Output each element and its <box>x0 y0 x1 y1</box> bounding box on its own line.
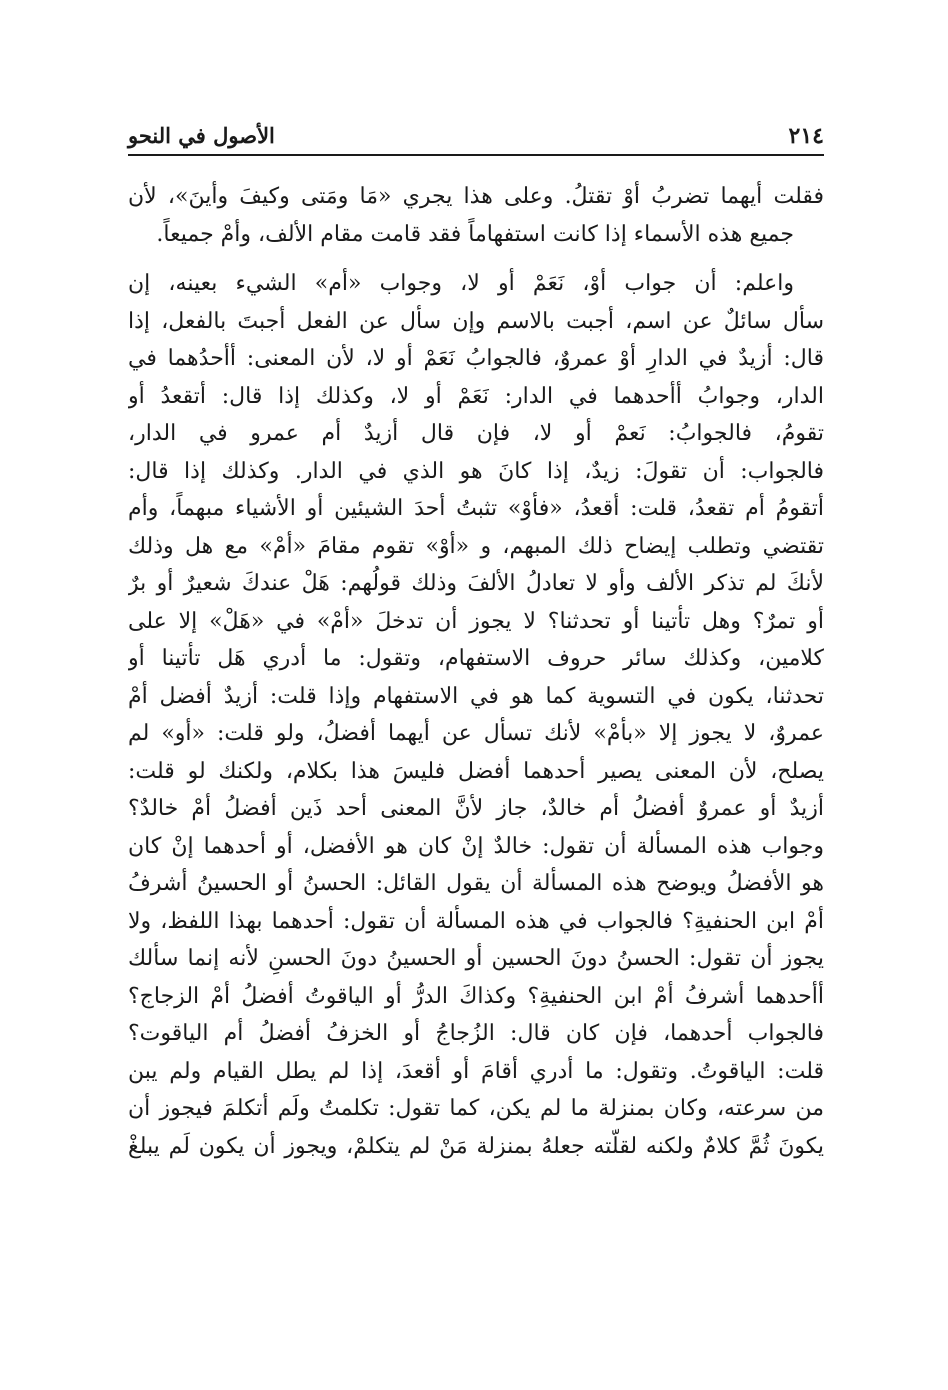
page-number: ٢١٤ <box>788 123 824 149</box>
running-title: الأصول في النحو <box>128 123 275 148</box>
text-line: تقتضي وتطلب إيضاح ذلك المبهم، و «أوْ» تقوم مقامَ «أمْ» مع هل وذلك <box>128 533 824 559</box>
text-line: جميع هذه الأسماء إذا كانت استفهاماً فقد قامت مقام الألف، وأمْ جميعاً. <box>156 221 794 247</box>
text-line: قال: أزيدٌ في الدارِ أوْ عمروٌ، فالجوابُ نَعَمْ أو لا، لأن المعنى: أأحدُهما في <box>128 346 824 371</box>
text-line: فقلت أيهما تضربُ أوْ تقتلُ. وعلى هذا يجري «مَا ومَتى وكيفَ وأينَ»، لأن <box>128 184 824 209</box>
text-line: يجوز أن تقول: الحسنُ دونَ الحسين أو الحسينُ دونَ الحسنِ لأنه إنما سألك <box>128 946 824 971</box>
text-line: عمروٌ، لا يجوز إلا «بأمْ» لأنك تسأل عن أيهما أفضلُ، ولو قلت: «أو» لم <box>128 721 824 746</box>
text-line: فالجواب: أن تقولَ: زيدٌ، إذا كانَ هو الذي في الدار. وكذلك إذا قال: <box>128 458 824 484</box>
text-line: هو الأفضلُ ويوضح هذه المسألة أن يقول القائل: الحسنُ أو الحسينُ أشرفُ <box>128 871 824 896</box>
text-line: سأل سائلٌ عن اسم، أجبت بالاسم وإن سأل عن الفعل أجبتَ بالفعل، إذا <box>128 308 824 334</box>
page-header <box>128 118 824 156</box>
text-line: يكونَ ثُمَّ كلامٌ ولكنه لقلّته جعلهُ بمنزلة مَنْ لم يتكلمْ، ويجوز أن يكون لَم يبلغْ <box>128 1133 824 1159</box>
text-line: يصلح، لأن المعنى يصير أحدهما أفضل فليسَ هذا بكلام، ولكنك لو قلت: <box>128 758 824 784</box>
paragraph-1 <box>128 178 824 253</box>
text-line: تحدثنا، يكون في التسوية كما هو في الاستفهام وإذا قلت: أزيدٌ أفضل أمْ <box>128 683 824 709</box>
text-line: أو تمرٌ؟ وهل تأتينا أو تحدثنا؟ لا يجوز أن تدخلَ «أمْ» في «هَلْ» إلا على <box>128 608 824 634</box>
text-line: واعلم: أن جواب أوْ، نَعَمْ أو لا، وجواب «أم» الشيء بعينه، إن <box>128 271 794 296</box>
text-line: أمْ ابن الحنفيةِ؟ فالجواب في هذه المسألة أن تقول: أحدهما بهذا اللفظ، ولا <box>128 908 824 934</box>
paragraph-2 <box>128 265 824 1165</box>
text-line: أتقومُ أم تقعدُ، قلت: أقعدُ، «فأوْ» تثبتُ أحدَ الشيئين أو الأشياء مبهماً، وأم <box>128 496 824 521</box>
text-line: أأحدهما أشرفُ أمْ ابن الحنفيةِ؟ وكذاكَ الدرُّ أو الياقوتُ أفضلُ أمْ الزجاج؟ <box>128 983 824 1009</box>
text-line: الدار، وجوابُ أأحدهما في الدار: نَعَمْ أو لا، وكذلك إذا قال: أتقعدُ أو <box>128 383 824 409</box>
body-text <box>128 178 824 1165</box>
text-line: أزيدٌ أو عمروٌ أفضلُ أم خالدٌ، جاز لأنَّ المعنى أحد ذَين أفضلُ أمْ خالدٌ؟ <box>128 796 824 821</box>
text-line: من سرعته، وكان بمنزلة ما لم يكن، كما تقول: تكلمتُ ولَم أتكلمَ فيجوز أن <box>128 1096 824 1121</box>
text-line: لأنكَ لم تذكر الألف وأو لا تعادلُ الألفَ وذلك قولُهم: هَلْ عندكَ شعيرٌ أو برٌ <box>128 571 824 596</box>
text-line: كلامين، وكذلك سائر حروف الاستفهام، وتقول: ما أدري هَل تأتينا أو <box>128 646 824 671</box>
text-line: فالجواب أحدهما، فإن كان قال: الزُجاجُ أو الخزفُ أفضلُ أم الياقوت؟ <box>128 1021 824 1046</box>
text-line: قلت: الياقوتُ. وتقول: ما أدري أقامَ أو أقعدَ، إذا لم يطل القيام ولم يبن <box>128 1058 824 1084</box>
text-line: وجواب هذه المسألة أن تقول: خالدٌ إنْ كان هو الأفضل، أو أحدهما إنْ كان <box>128 833 824 859</box>
text-line: تقومُ، فالجوابُ: نَعمْ أو لا، فإن قال أزيدٌ أم عمرو في الدار، <box>128 421 824 446</box>
